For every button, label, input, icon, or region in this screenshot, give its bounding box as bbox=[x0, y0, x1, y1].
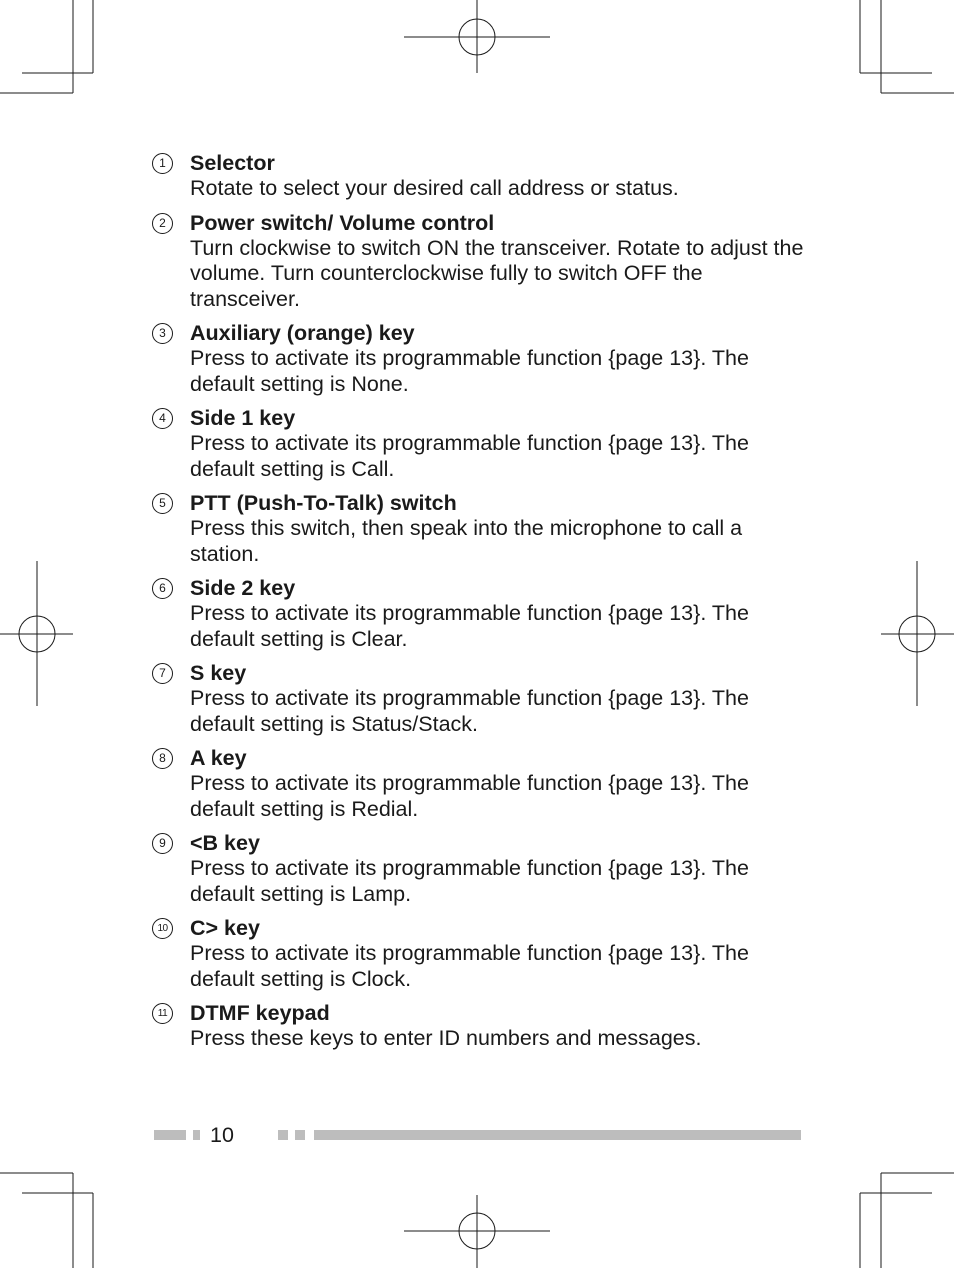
item-description: Press to activate its programmable function {page 13}. The default setting is Call. bbox=[190, 431, 749, 481]
item-description: Press to activate its programmable function {page 13}. The default setting is Clock. bbox=[190, 941, 749, 991]
footer-bar-dot-2 bbox=[295, 1130, 305, 1140]
item-description: Turn clockwise to switch ON the transceiver. Rotate to adjust the volume. Turn counterclockwise fully to switch OFF the transceiver. bbox=[190, 235, 804, 311]
item-number: 2 bbox=[152, 213, 173, 234]
item-title: S key bbox=[190, 661, 247, 685]
list-item-4 bbox=[150, 405, 810, 482]
item-number: 3 bbox=[152, 323, 173, 344]
item-description: Press to activate its programmable function {page 13}. The default setting is Clear. bbox=[190, 601, 749, 651]
item-title: PTT (Push-To-Talk) switch bbox=[190, 491, 457, 515]
item-number: 9 bbox=[152, 833, 173, 854]
item-description: Press this switch, then speak into the microphone to call a station. bbox=[190, 516, 743, 566]
footer-bar-left-small bbox=[193, 1130, 200, 1140]
item-number: 7 bbox=[152, 663, 173, 684]
item-title: Side 2 key bbox=[190, 576, 296, 600]
footer-bar-dot-1 bbox=[278, 1130, 288, 1140]
item-number: 8 bbox=[152, 748, 173, 769]
list-item-2 bbox=[150, 210, 810, 313]
item-number: 11 bbox=[152, 1003, 173, 1024]
item-number: 10 bbox=[152, 918, 173, 939]
item-number: 4 bbox=[152, 408, 173, 429]
item-title: C> key bbox=[190, 916, 260, 940]
footer-bar-left bbox=[154, 1130, 186, 1140]
list-item-7 bbox=[150, 660, 810, 737]
item-description: Press to activate its programmable function {page 13}. The default setting is Lamp. bbox=[190, 856, 749, 906]
item-title: Power switch/ Volume control bbox=[190, 210, 495, 235]
item-description: Rotate to select your desired call address or status. bbox=[190, 176, 679, 200]
item-number: 5 bbox=[152, 493, 173, 514]
item-title: Side 1 key bbox=[190, 406, 296, 430]
list-item-10 bbox=[150, 915, 810, 992]
item-number: 6 bbox=[152, 578, 173, 599]
item-title: DTMF keypad bbox=[190, 1001, 330, 1025]
item-description: Press to activate its programmable function {page 13}. The default setting is None. bbox=[190, 346, 749, 396]
item-description: Press to activate its programmable function {page 13}. The default setting is Redial. bbox=[190, 771, 749, 821]
item-title: <B key bbox=[190, 831, 260, 855]
page-footer bbox=[0, 1122, 954, 1148]
list-item-8 bbox=[150, 745, 810, 822]
parts-list bbox=[150, 150, 810, 1060]
item-description: Press these keys to enter ID numbers and messages. bbox=[190, 1026, 702, 1050]
list-item-9 bbox=[150, 830, 810, 907]
list-item-6 bbox=[150, 575, 810, 652]
item-title: A key bbox=[190, 746, 247, 770]
list-item-3 bbox=[150, 320, 810, 397]
page-number: 10 bbox=[210, 1123, 234, 1147]
list-item-1 bbox=[150, 150, 810, 202]
item-description: Press to activate its programmable function {page 13}. The default setting is Status/Stack. bbox=[190, 686, 749, 736]
item-number: 1 bbox=[152, 153, 173, 174]
item-title: Selector bbox=[190, 151, 275, 175]
list-item-5 bbox=[150, 490, 810, 567]
footer-bar-right bbox=[314, 1130, 801, 1140]
list-item-11 bbox=[150, 1000, 810, 1052]
item-title: Auxiliary (orange) key bbox=[190, 321, 415, 345]
